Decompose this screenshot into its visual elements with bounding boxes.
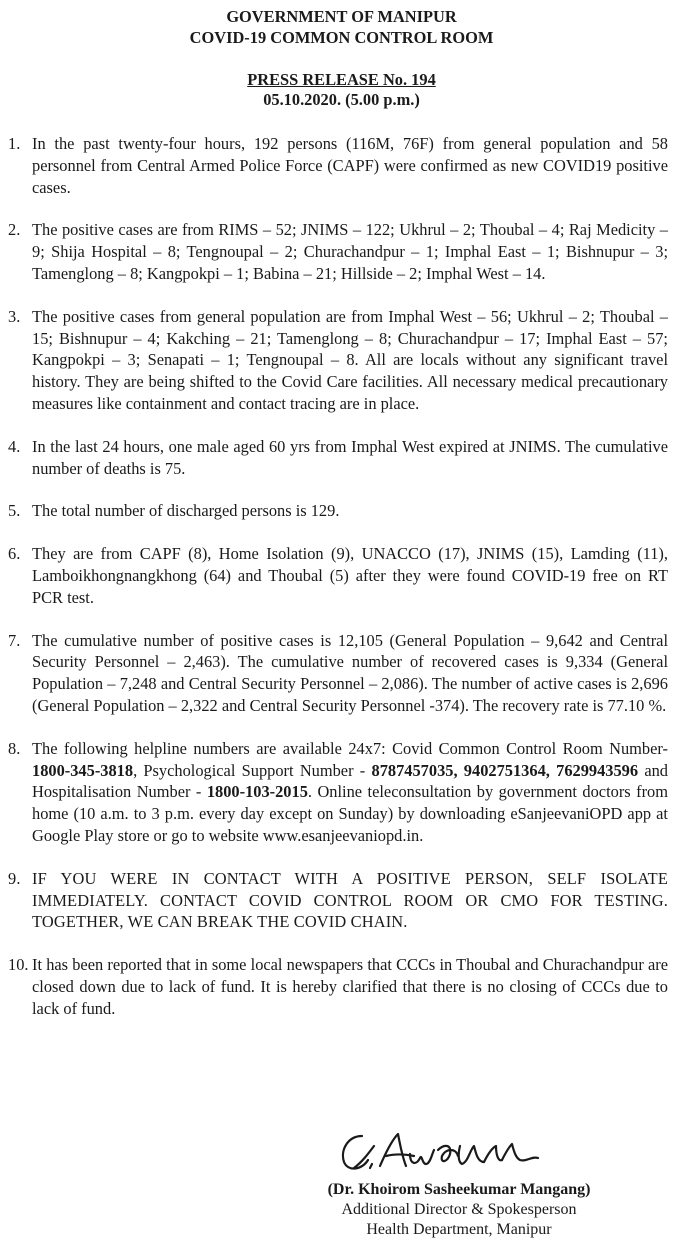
item-number: 10. — [8, 955, 29, 975]
item-text: The total number of discharged persons is 129. — [32, 501, 340, 521]
control-room-number: 1800-345-3818 — [32, 760, 134, 780]
item-text: The positive cases from general population are from Imphal West – 56; Ukhrul – 2; Thoubal – 15; Bishnupur – 4; Kakching – 21; Tamenglong – 8; Churachandpur – 17; Imphal East – 57; Kangpokpi – 3; Senapati – 1; Tengnoupal – 8. All are locals without any significant travel history. They are being shifted to the Covid Care facilities. All necessary medical precautionary measures like containment and contact tracing are in place. — [32, 306, 668, 413]
item-number: 5. — [8, 501, 21, 521]
helpline-text: and Hospitalisation Number - — [32, 760, 669, 802]
list-item — [8, 543, 668, 608]
header-control-room: COVID-19 COMMON CONTROL ROOM — [189, 28, 494, 47]
signatory-department: Health Department, Manipur — [366, 1221, 552, 1238]
helpline-text: The following helpline numbers are available 24x7: Covid Common Control Room Number- — [32, 738, 668, 758]
list-item — [8, 219, 668, 284]
helpline-text: . Online teleconsultation by government doctors from home (10 a.m. to 3 p.m. every day except on Sunday) by downloading eSanjeevaniOPD app at Google Play store or go to website www.esanjeevaniopd.in. — [32, 782, 668, 845]
header-government: GOVERNMENT OF MANIPUR — [226, 7, 457, 26]
item-number: 4. — [8, 436, 21, 456]
item-text — [32, 738, 668, 847]
press-release-datetime: 05.10.2020. (5.00 p.m.) — [263, 90, 420, 109]
press-release-items — [8, 133, 668, 1020]
item-text: It has been reported that in some local newspapers that CCCs in Thoubal and Churachandpur are closed down due to lack of fund. It is hereby clarified that there is no closing of CCCs due to lack of fund. — [32, 955, 668, 1018]
list-item — [8, 630, 668, 717]
list-item — [8, 868, 668, 933]
item-number: 8. — [8, 738, 21, 758]
press-release-title: PRESS RELEASE No. 194 — [247, 70, 436, 89]
list-item — [8, 954, 668, 1019]
helpline-text: , Psychological Support Number - — [133, 760, 372, 780]
item-text: They are from CAPF (8), Home Isolation (9), UNACCO (17), JNIMS (15), Lamding (11), Lamboikhongnangkhong (64) and Thoubal (5) after they were found COVID-19 free on RT PCR test. — [32, 544, 668, 607]
item-number: 7. — [8, 630, 21, 650]
item-number: 9. — [8, 868, 21, 888]
item-text: IF YOU WERE IN CONTACT WITH A POSITIVE PERSON, SELF ISOLATE IMMEDIATELY. CONTACT COVID CONTROL ROOM OR CMO FOR TESTING. TOGETHER, WE CAN BREAK THE COVID CHAIN. — [32, 868, 668, 932]
item-text: In the last 24 hours, one male aged 60 yrs from Imphal West expired at JNIMS. The cumulative number of deaths is 75. — [32, 436, 668, 478]
item-text: The cumulative number of positive cases is 12,105 (General Population – 9,642 and Central Security Personnel – 2,463). The cumulative number of recovered cases is 9,334 (General Population – 7,248 and Central Security Personnel – 2,086). The number of active cases is 2,696 (General Population – 2,322 and Central Security Personnel -374). The recovery rate is 77.10 %. — [32, 630, 668, 715]
list-item — [8, 500, 668, 522]
item-number: 3. — [8, 306, 21, 326]
item-text: The positive cases are from RIMS – 52; JNIMS – 122; Ukhrul – 2; Thoubal – 4; Raj Medicity – 9; Shija Hospital – 8; Tengnoupal – 2; Churachandpur – 1; Imphal East – 1; Bishnupur – 3; Tamenglong – 8; Kangpokpi – 1; Babina – 21; Hillside – 2; Imphal West – 14. — [32, 220, 668, 283]
press-release-heading — [0, 70, 683, 110]
psychological-support-numbers: 8787457035, 9402751364, 7629943596 — [371, 760, 639, 780]
list-item-helpline — [8, 738, 668, 847]
signatory-designation: Additional Director & Spokesperson — [341, 1201, 577, 1218]
item-text: In the past twenty-four hours, 192 persons (116M, 76F) from general population and 58 personnel from Central Armed Police Force (CAPF) were confirmed as new COVID19 positive cases. — [32, 134, 668, 197]
list-item — [8, 436, 668, 480]
handwritten-signature — [334, 1124, 556, 1184]
item-number: 6. — [8, 544, 21, 564]
list-item — [8, 133, 668, 198]
document-header — [0, 6, 683, 48]
list-item — [8, 306, 668, 415]
signatory-name: (Dr. Khoirom Sasheekumar Mangang) — [327, 1181, 591, 1198]
item-number: 1. — [8, 134, 21, 153]
hospitalisation-number: 1800-103-2015 — [206, 782, 308, 802]
item-number: 2. — [8, 220, 21, 240]
